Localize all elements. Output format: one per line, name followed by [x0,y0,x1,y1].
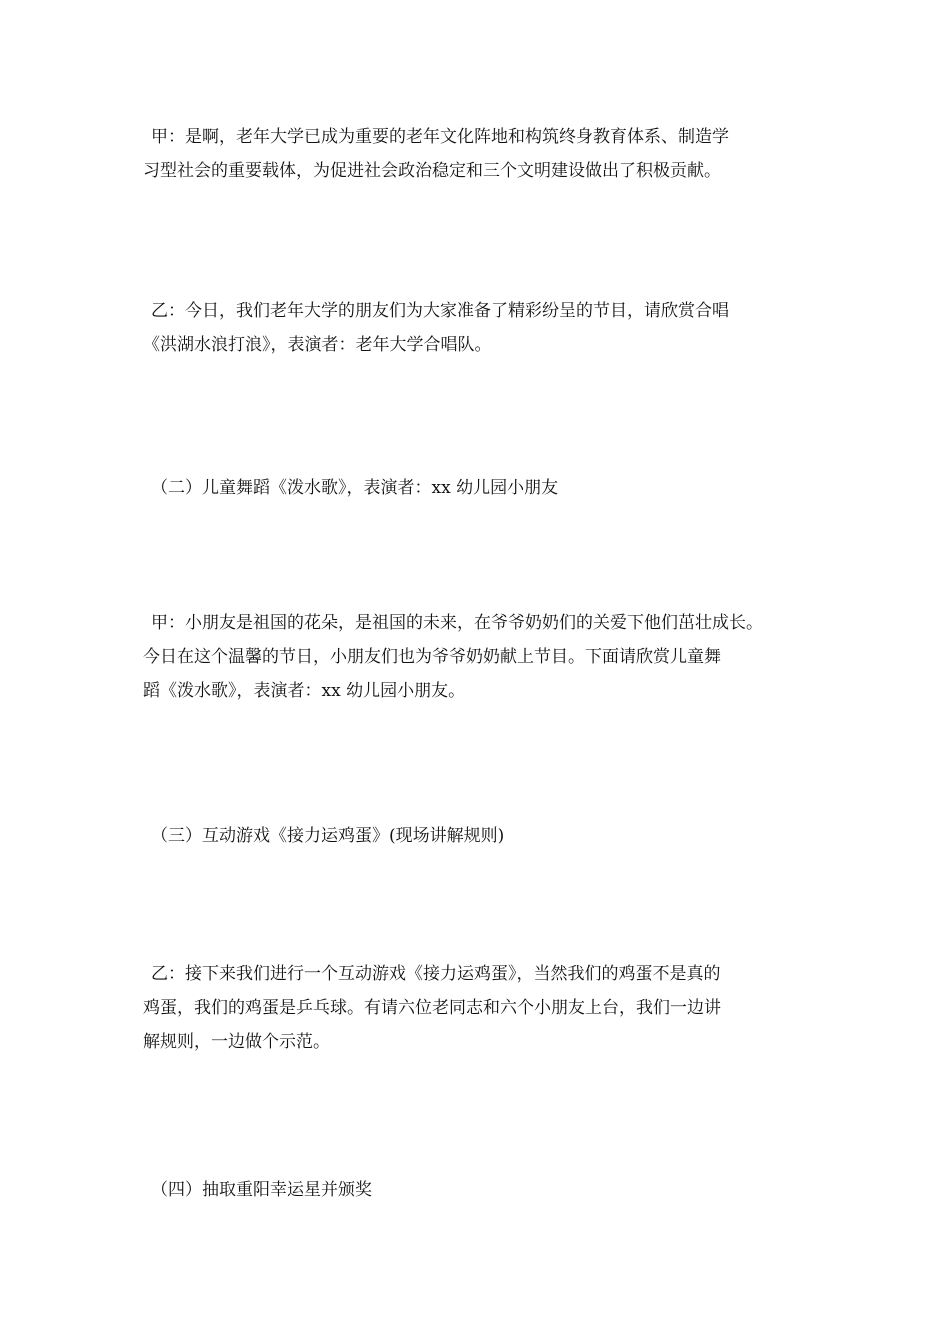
section-heading-2 [143,471,823,505]
paragraph-jia-1 [143,120,823,188]
text-line: 蹈《泼水歌》，表演者：xx 幼儿园小朋友。 [143,681,466,701]
heading-text: （三）互动游戏《接力运鸡蛋》(现场讲解规则) [151,826,505,846]
text-line: 解规则，一边做个示范。 [143,1032,330,1052]
paragraph-yi-2 [143,957,823,1059]
text-line: 乙：今日，我们老年大学的朋友们为大家准备了精彩纷呈的节目，请欣赏合唱 [151,301,729,321]
paragraph-jia-2 [143,606,823,708]
text-line: 鸡蛋，我们的鸡蛋是乒乓球。有请六位老同志和六个小朋友上台，我们一边讲 [143,998,721,1018]
section-heading-3 [143,819,823,853]
text-line: 乙：接下来我们进行一个互动游戏《接力运鸡蛋》，当然我们的鸡蛋不是真的 [151,964,721,984]
text-line: 《洪湖水浪打浪》，表演者：老年大学合唱队。 [143,335,492,355]
section-heading-4 [143,1173,823,1207]
text-line: 甲：小朋友是祖国的花朵，是祖国的未来，在爷爷奶奶们的关爱下他们茁壮成长。 [151,613,763,633]
heading-text: （二）儿童舞蹈《泼水歌》，表演者：xx 幼儿园小朋友 [151,478,559,498]
paragraph-yi-1 [143,294,823,362]
text-line: 今日在这个温馨的节日，小朋友们也为爷爷奶奶献上节目。下面请欣赏儿童舞 [143,647,721,667]
text-line: 甲：是啊，老年大学已成为重要的老年文化阵地和构筑终身教育体系、制造学 [151,127,729,147]
text-line: 习型社会的重要载体，为促进社会政治稳定和三个文明建设做出了积极贡献。 [143,161,721,181]
heading-text: （四）抽取重阳幸运星并颁奖 [151,1180,372,1200]
